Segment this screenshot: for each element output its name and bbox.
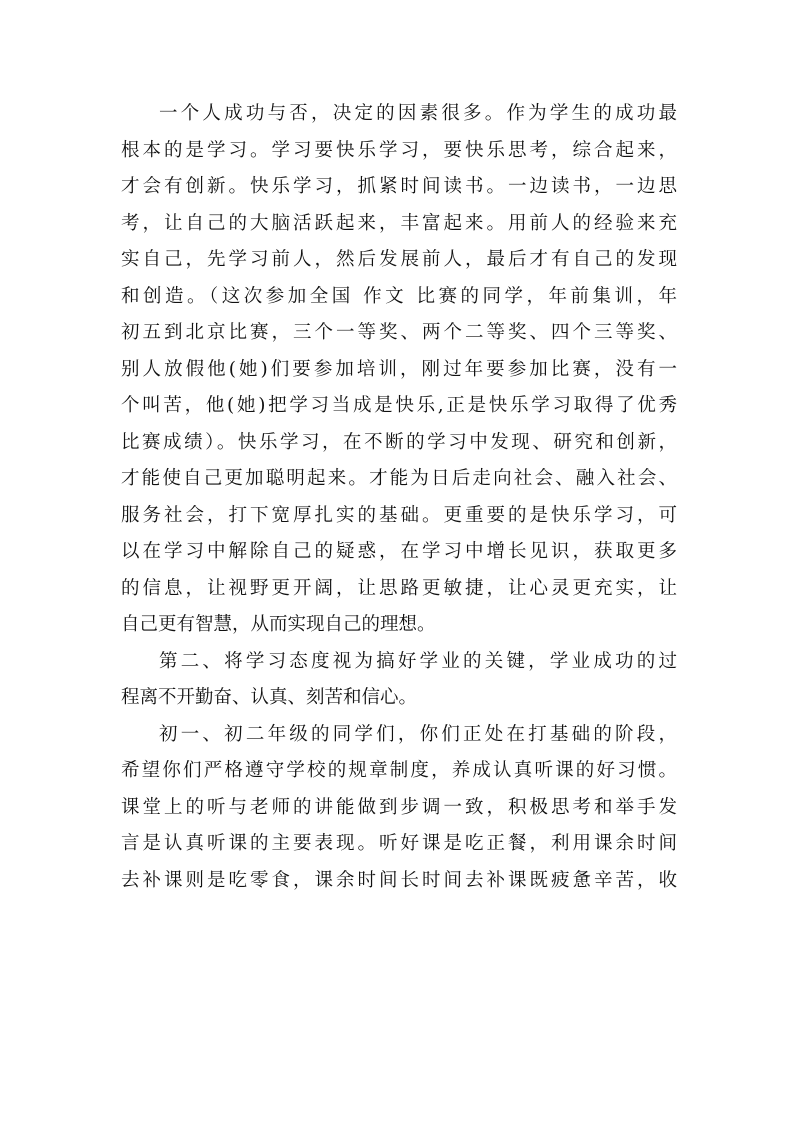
text-line: 和创造。（这次参加全国 作文 比赛的同学，年前集训，年 — [121, 285, 677, 307]
text-line: 课堂上的听与老师的讲能做到步调一致，积极思考和举手发 — [121, 796, 677, 818]
text-line: 自己更有智慧，从而实现自己的理想。 — [121, 614, 436, 635]
text-line: 考，让自己的大脑活跃起来，丰富起来。用前人的经验来充 — [121, 212, 677, 234]
text-line: 去补课则是吃零食，课余时间长时间去补课既疲惫辛苦，收 — [121, 869, 677, 891]
text-line: 才会有创新。快乐学习，抓紧时间读书。一边读书，一边思 — [121, 176, 677, 197]
text-line: 第二、将学习态度视为搞好学业的关键，学业成功的过 — [159, 650, 677, 672]
text-line: 的信息，让视野更开阔，让思路更敏捷，让心灵更充实，让 — [121, 577, 677, 599]
text-line: 实自己，先学习前人，然后发展前人，最后才有自己的发现 — [121, 249, 677, 270]
paragraph-1 — [121, 96, 677, 644]
text-line: 个叫苦，他(她)把学习当成是快乐,正是快乐学习取得了优秀 — [121, 395, 677, 416]
text-line: 程离不开勤奋、认真、刻苦和信心。 — [121, 687, 418, 708]
text-line: 比赛成绩）。快乐学习，在不断的学习中发现、研究和创新， — [121, 431, 677, 453]
paragraph-2 — [121, 644, 677, 717]
text-line: 初一、初二年级的同学们，你们正处在打基础的阶段， — [159, 723, 677, 745]
text-line: 希望你们严格遵守学校的规章制度，养成认真听课的好习惯。 — [121, 760, 677, 781]
text-line: 以在学习中解除自己的疑惑，在学习中增长见识，获取更多 — [121, 541, 677, 562]
document-body — [121, 96, 677, 899]
text-line: 一个人成功与否，决定的因素很多。作为学生的成功最 — [159, 103, 677, 124]
paragraph-3 — [121, 717, 677, 900]
text-line: 根本的是学习。学习要快乐学习，要快乐思考，综合起来， — [121, 139, 677, 161]
text-line: 初五到北京比赛，三个一等奖、两个二等奖、四个三等奖、 — [121, 322, 677, 343]
text-line: 才能使自己更加聪明起来。才能为日后走向社会、融入社会、 — [121, 468, 677, 489]
text-line: 别人放假他(她)们要参加培训，刚过年要参加比赛，没有一 — [121, 358, 677, 380]
text-line: 言是认真听课的主要表现。听好课是吃正餐，利用课余时间 — [121, 833, 677, 854]
text-line: 服务社会，打下宽厚扎实的基础。更重要的是快乐学习，可 — [121, 504, 677, 526]
